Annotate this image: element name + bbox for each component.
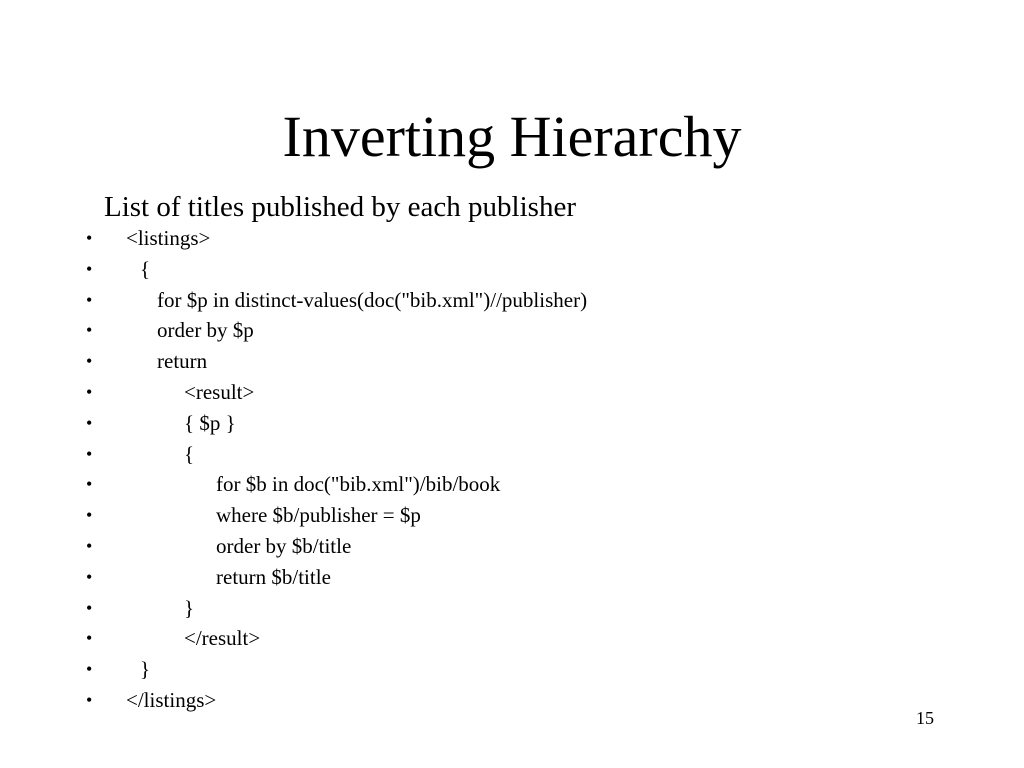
code-line-text: </result> <box>184 626 261 651</box>
code-line-text: order by $p <box>157 318 254 343</box>
bullet-icon: • <box>86 228 93 248</box>
code-line-text: { <box>140 256 151 281</box>
code-line-text: </listings> <box>126 687 217 712</box>
code-line-text: { $p } <box>184 410 236 435</box>
bullet-icon: • <box>86 689 93 710</box>
bullet-icon: • <box>86 628 93 649</box>
bullet-icon: • <box>86 535 93 556</box>
bullet-icon: • <box>86 289 93 310</box>
code-line-text: return $b/title <box>216 564 331 589</box>
code-line-text: return <box>157 349 208 374</box>
page-number: 15 <box>916 708 934 728</box>
code-line-text: } <box>184 595 195 620</box>
code-line-text: { <box>184 441 195 466</box>
code-line-text: where $b/publisher = $p <box>216 503 421 528</box>
code-line-text: order by $b/title <box>216 533 352 558</box>
code-line-text: } <box>140 657 151 682</box>
bullet-icon: • <box>86 320 93 341</box>
bullet-icon: • <box>86 505 93 526</box>
code-line-text: for $b in doc("bib.xml")/bib/book <box>216 472 501 497</box>
bullet-icon: • <box>86 597 93 618</box>
bullet-icon: • <box>86 566 93 587</box>
code-line-text: <listings> <box>126 226 211 250</box>
code-line-text: for $p in distinct-values(doc("bib.xml")//publisher) <box>157 287 588 312</box>
bullet-icon: • <box>86 381 93 402</box>
bullet-icon: • <box>86 659 93 680</box>
bullet-icon: • <box>86 443 93 464</box>
slide-subtitle: List of titles published by each publisher <box>104 191 576 223</box>
bullet-icon: • <box>86 351 93 372</box>
bullet-icon: • <box>86 474 93 495</box>
bullet-icon: • <box>86 258 93 279</box>
bullet-icon: • <box>86 412 93 433</box>
slide-title: Inverting Hierarchy <box>282 104 742 169</box>
code-line-text: <result> <box>184 379 255 404</box>
